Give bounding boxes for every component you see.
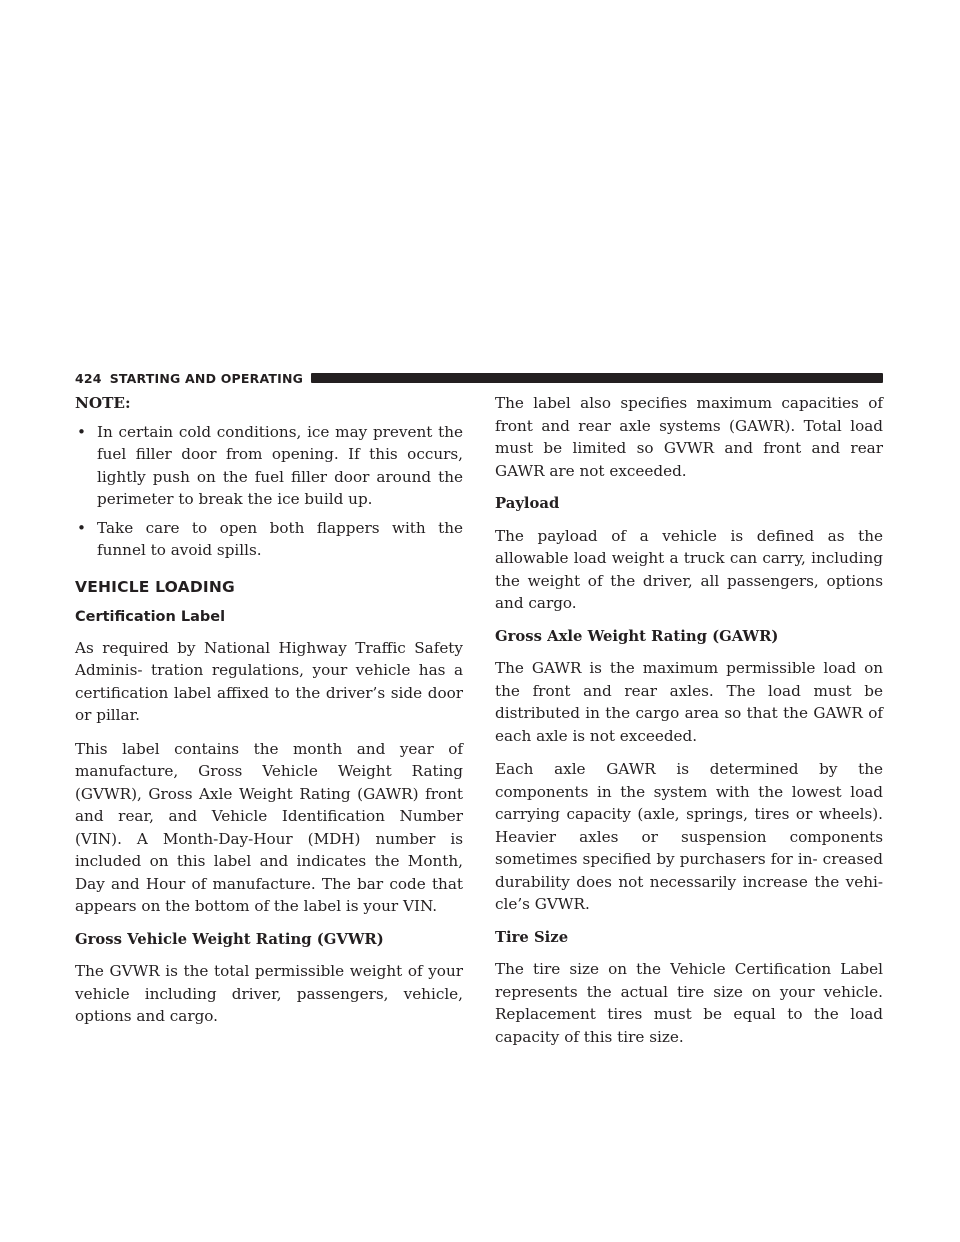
paragraph: As required by National Highway Traffic Safety Adminis- tration regulations, your vehicle has a certification label affixed to the driver’s side door or pillar. bbox=[75, 638, 463, 724]
paragraph: The payload of a vehicle is defined as the allowable load weight a truck can carry, including the weight of the driver, all passengers, options and cargo. bbox=[495, 526, 883, 612]
list-item bbox=[75, 421, 463, 511]
paragraph: The label also specifies maximum capacities of front and rear axle systems (GAWR). Total load must be limited so GVWR and front and rear GAWR are not exceeded. bbox=[495, 394, 883, 480]
right-column bbox=[495, 392, 883, 1059]
note-list bbox=[75, 421, 463, 562]
list-item bbox=[75, 517, 463, 562]
gvwr-heading: Gross Vehicle Weight Rating (GVWR) bbox=[75, 930, 384, 948]
list-item-text: In certain cold conditions, ice may prevent the fuel filler door from opening. If this occurs, lightly push on the fuel filler door around the perimeter to break the ice build up. bbox=[97, 422, 463, 508]
paragraph: The GAWR is the maximum permissible load on the front and rear axles. The load must be distributed in the cargo area so that the GAWR of each axle is not exceeded. bbox=[495, 659, 883, 745]
list-item-text: Take care to open both flappers with the funnel to avoid spills. bbox=[97, 518, 463, 559]
left-column bbox=[75, 392, 463, 1039]
header-rule bbox=[311, 373, 883, 383]
note-title: NOTE: bbox=[75, 394, 131, 412]
paragraph: Each axle GAWR is determined by the components in the system with the lowest load carrying capacity (axle, springs, tires or wheels). Heavier axles or suspension components sometimes specified by purchasers for in- creased durability does not necessarily increase the vehi- cle’s GVWR. bbox=[495, 760, 883, 913]
page-header bbox=[75, 370, 883, 386]
cert-heading: Certification Label bbox=[75, 609, 226, 625]
section-title: STARTING AND OPERATING bbox=[109, 370, 304, 386]
bullet-icon: • bbox=[77, 518, 86, 537]
paragraph: The tire size on the Vehicle Certification Label represents the actual tire size on your vehicle. Replacement tires must be equal to the load capacity of this tire size. bbox=[495, 960, 883, 1046]
paragraph: This label contains the month and year of manufacture, Gross Vehicle Weight Rating (GVWR), Gross Axle Weight Rating (GAWR) front and rear, and Vehicle Identification Number (VIN). A Month-Day-Hour (MDH) number is included on this label and indicates the Month, Day and Hour of manufacture. The bar code that appears on the bottom of the label is your VIN. bbox=[75, 739, 463, 915]
section-heading: VEHICLE LOADING bbox=[75, 577, 235, 596]
tire-heading: Tire Size bbox=[495, 928, 569, 946]
page-number: 424 bbox=[75, 370, 102, 386]
payload-heading: Payload bbox=[495, 495, 560, 512]
gawr-heading: Gross Axle Weight Rating (GAWR) bbox=[495, 627, 779, 645]
bullet-icon: • bbox=[77, 422, 86, 441]
paragraph: The GVWR is the total permissible weight of your vehicle including driver, passengers, vehicle, options and cargo. bbox=[75, 962, 463, 1025]
